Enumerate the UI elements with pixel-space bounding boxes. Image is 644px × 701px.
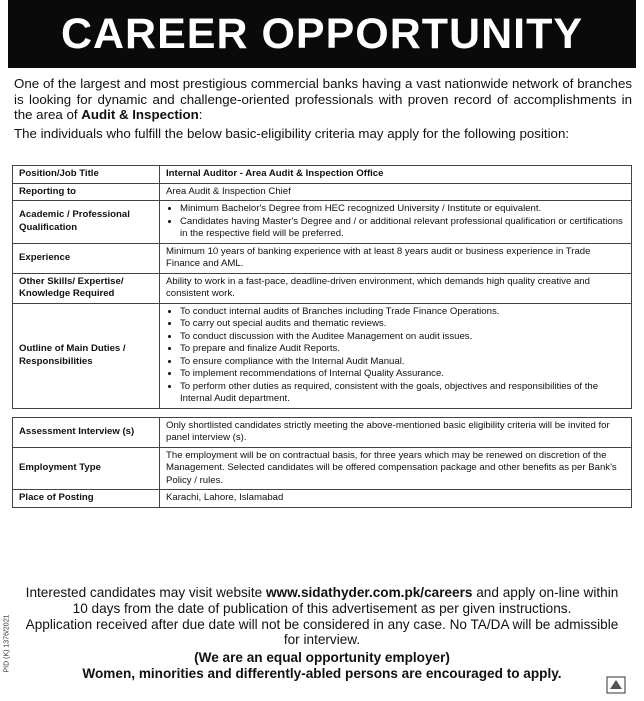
row-label: Outline of Main Duties / Responsibilities [13, 303, 160, 408]
apply-text: Interested candidates may visit website [25, 585, 266, 600]
row-value: Area Audit & Inspection Chief [160, 183, 632, 201]
row-value: Karachi, Lahore, Islamabad [160, 490, 632, 508]
equal-opportunity-note: (We are an equal opportunity employer) [194, 650, 450, 666]
intro-criteria: The individuals who fulfill the below basic-eligibility criteria may apply for the following position: [14, 125, 570, 141]
table-row [13, 183, 632, 201]
footer-section [20, 585, 624, 682]
table-spacer [13, 408, 632, 417]
intro-paragraph [14, 76, 632, 123]
apply-text-tail: and apply on-line within 10 days from the date of publication of this advertisement as per given instructions. [72, 585, 619, 616]
website-link[interactable]: www.sidathyder.com.pk/careers [265, 585, 473, 600]
intro-section [14, 76, 632, 141]
list-item: • To conduct discussion with the Auditee Management on audit issues. [180, 331, 625, 344]
list-item: • To perform other duties as required, consistent with the goals, objectives and responsibilities of the Internal Audit department. [180, 381, 625, 406]
intro-area-bold: Audit & Inspection [81, 107, 199, 122]
page-title: CAREER OPPORTUNITY [60, 10, 584, 58]
intro-colon: : [198, 107, 203, 122]
row-value: The employment will be on contractual basis, for three years which may be renewed on discretion of the Management. Selected candidates will be offered compensation package and other benefits as per Bank's Policy / rules. [160, 447, 632, 490]
bank-logo-icon [606, 676, 626, 694]
row-label: Experience [13, 243, 160, 273]
table-row [13, 490, 632, 508]
list-item: • To prepare and finalize Audit Reports. [180, 343, 625, 356]
qualification-list [166, 203, 625, 241]
list-item: • To conduct internal audits of Branches including Trade Finance Operations. [180, 306, 625, 319]
row-label: Assessment Interview (s) [13, 417, 160, 447]
list-item: • To ensure compliance with the Internal Audit Manual. [180, 356, 625, 369]
job-details-table [12, 165, 632, 508]
table-row [13, 447, 632, 490]
row-value [160, 303, 632, 408]
intro-text: One of the largest and most prestigious commercial banks having a vast nationwide network of branches is looking for dynamic and challenge-oriented professionals with proven record of accomplishments in the area of [14, 76, 632, 122]
table-row [13, 303, 632, 408]
table-row [13, 243, 632, 273]
list-item: • To carry out special audits and thematic reviews. [180, 318, 625, 331]
list-item: • To implement recommendations of Internal Quality Assurance. [180, 368, 625, 381]
row-value: Ability to work in a fast-pace, deadline-driven environment, which demands high quality creative and consistent work. [160, 273, 632, 303]
row-label: Reporting to [13, 183, 160, 201]
table-row [13, 417, 632, 447]
late-application-note: Application received after due date will not be considered in any case. No TA/DA will be admissible for interview. [25, 616, 619, 648]
list-item: • Candidates having Master's Degree and / or additional relevant professional qualification or certifications in the respective field will be preferred. [180, 216, 625, 241]
apply-instructions [20, 585, 624, 617]
row-label: Employment Type [13, 447, 160, 490]
row-label: Position/Job Title [13, 166, 160, 184]
row-value: Only shortlisted candidates strictly meeting the above-mentioned basic eligibility criteria will be invited for panel interview (s). [160, 417, 632, 447]
table-row [13, 166, 632, 184]
table-row [13, 201, 632, 244]
row-label: Other Skills/ Expertise/ Knowledge Required [13, 273, 160, 303]
duties-list [166, 306, 625, 406]
publication-id: PID (K) 1376/2021 [3, 614, 11, 673]
row-value: Internal Auditor - Area Audit & Inspection Office [160, 166, 632, 184]
row-label: Academic / Professional Qualification [13, 201, 160, 244]
row-value: Minimum 10 years of banking experience with at least 8 years audit or business experience in Trade Finance and AML. [160, 243, 632, 273]
row-value [160, 201, 632, 244]
list-item: • Minimum Bachelor's Degree from HEC recognized University / Institute or equivalent. [180, 203, 625, 216]
encouragement-note: Women, minorities and differently-abled persons are encouraged to apply. [82, 665, 562, 681]
table-row [13, 273, 632, 303]
header-banner [8, 0, 636, 68]
row-label: Place of Posting [13, 490, 160, 508]
